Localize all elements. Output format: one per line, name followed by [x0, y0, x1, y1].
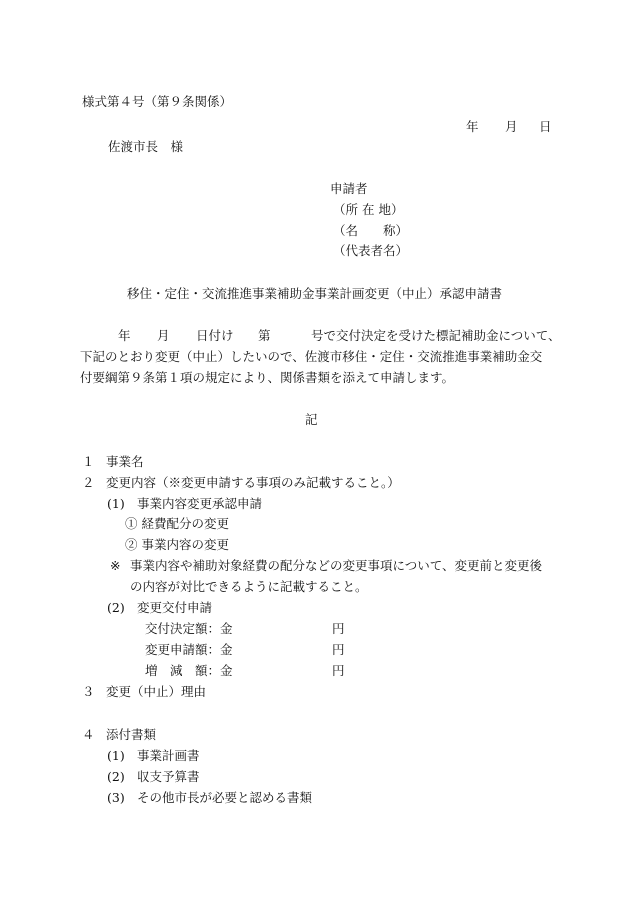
date-day-label: 日 [539, 119, 552, 134]
attachment3-number: (3) [107, 790, 125, 805]
item1-label: 事業名 [106, 454, 144, 469]
applicant-label: 申請者 [330, 181, 368, 196]
attachment2-label: 収支予算書 [137, 769, 200, 784]
subitem1-number: (1) [107, 496, 125, 511]
item2-number: ２ [82, 475, 95, 490]
subitem1-option-a: ① 経費配分の変更 [125, 516, 229, 531]
attachment1-label: 事業計画書 [137, 748, 200, 763]
amount-difference-label: 増 減 額：金 [145, 663, 233, 678]
amount-difference-unit: 円 [332, 663, 345, 678]
date-month-label: 月 [505, 119, 518, 134]
item4-number: ４ [82, 727, 95, 742]
body-line2: 下記のとおり変更（中止）したいので、佐渡市移住・定住・交流推進事業補助金交 [80, 349, 543, 364]
body-number-label: 第 [258, 328, 271, 343]
item3-label: 変更（中止）理由 [106, 684, 207, 699]
amount-requested-label: 変更申請額：金 [145, 642, 233, 657]
applicant-representative-label: （代表者名） [333, 243, 409, 258]
subitem2-label: 変更交付申請 [137, 600, 213, 615]
amount-granted-label: 交付決定額：金 [145, 621, 233, 636]
subitem2-number: (2) [107, 600, 125, 615]
subitem1-option-b: ② 事業内容の変更 [125, 537, 229, 552]
attachment3-label: その他市長が必要と認める書類 [137, 790, 313, 805]
body-month: 月 [157, 328, 170, 343]
applicant-name-label: （名 称） [333, 223, 409, 238]
ki-heading: 記 [305, 412, 318, 427]
addressee: 佐渡市長 様 [108, 139, 184, 154]
note-line1: 事業内容や補助対象経費の配分などの変更事項について、変更前と変更後 [130, 558, 543, 573]
note-line2: の内容が対比できるように記載すること。 [130, 579, 368, 594]
amount-granted-unit: 円 [332, 621, 345, 636]
amount-requested-unit: 円 [332, 642, 345, 657]
body-year: 年 [118, 328, 131, 343]
applicant-address-label: （所 在 地） [333, 202, 404, 217]
item2-label: 変更内容（※変更申請する事項のみ記載すること。） [106, 475, 400, 490]
body-line1-rest: 号で交付決定を受けた標記補助金について、 [311, 328, 561, 343]
date-year-label: 年 [466, 119, 479, 134]
item1-number: １ [82, 454, 95, 469]
note-mark: ※ [110, 558, 121, 573]
attachment2-number: (2) [107, 769, 125, 784]
form-number: 様式第４号（第９条関係） [82, 94, 233, 109]
attachment1-number: (1) [107, 748, 125, 763]
subitem1-label: 事業内容変更承認申請 [137, 496, 263, 511]
item4-label: 添付書類 [106, 727, 157, 742]
document-title: 移住・定住・交流推進事業補助金事業計画変更（中止）承認申請書 [127, 286, 503, 301]
item3-number: ３ [82, 684, 95, 699]
body-date-label: 日付け [196, 328, 234, 343]
body-line3: 付要綱第９条第１項の規定により、関係書類を添えて申請します。 [80, 370, 455, 385]
